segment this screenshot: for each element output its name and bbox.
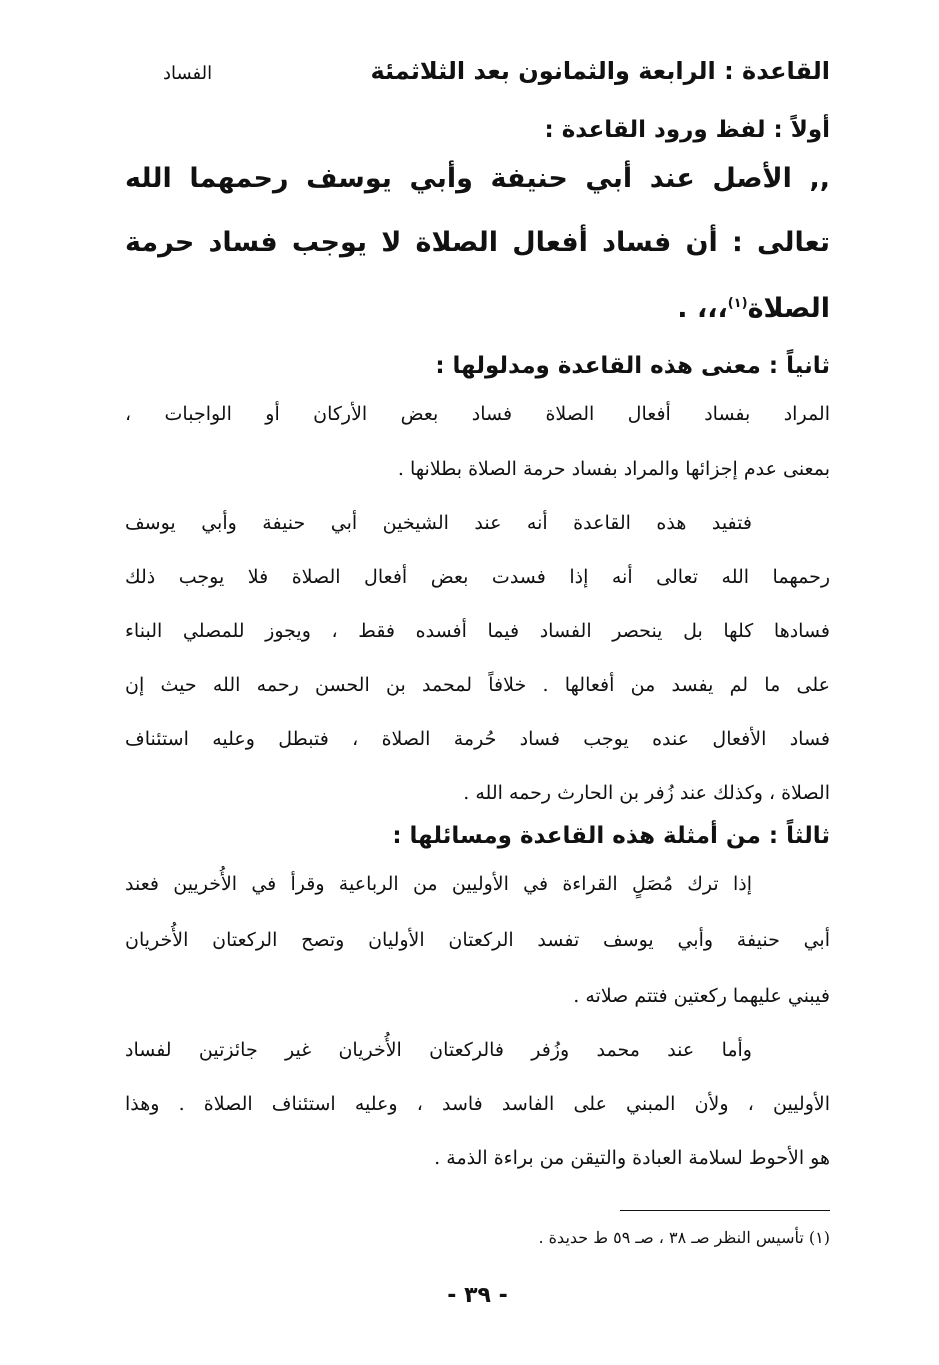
body-line: أبي حنيفة وأبي يوسف تفسد الركعتان الأوليان وتصح الركعتان الأُخريان xyxy=(125,929,830,951)
footnote-reference: (١) xyxy=(727,296,748,311)
body-line: فساد الأفعال عنده يوجب فساد حُرمة الصلاة ، فتبطل وعليه استئناف xyxy=(125,728,830,750)
quote-line-1: ,, الأصل عند أبي حنيفة وأبي يوسف رحمهما الله xyxy=(125,163,830,194)
body-line: على ما لم يفسد من أفعالها . خلافاً لمحمد بن الحسن رحمه الله حيث إن xyxy=(125,674,830,696)
quote-line-2: تعالى : أن فساد أفعال الصلاة لا يوجب فساد حرمة xyxy=(125,227,830,258)
quote-line-3 xyxy=(677,293,830,324)
footnote: (١) تأسيس النظر صـ ٣٨ ، صـ ٥٩ ط حديدة . xyxy=(538,1228,830,1247)
body-line: الصلاة ، وكذلك عند زُفر بن الحارث رحمه الله . xyxy=(463,782,830,804)
body-line: فيبني عليهما ركعتين فتتم صلاته . xyxy=(573,985,830,1007)
running-head: القاعدة : الرابعة والثمانون بعد الثلاثمئة xyxy=(370,57,830,85)
body-line: الأوليين ، ولأن المبني على الفاسد فاسد ، وعليه استئناف الصلاة . وهذا xyxy=(125,1093,830,1115)
section-heading-3: ثالثاً : من أمثلة هذه القاعدة ومسائلها : xyxy=(392,823,830,849)
document-page xyxy=(125,45,830,1325)
body-line: رحمهما الله تعالى أنه إذا فسدت بعض أفعال الصلاة فلا يوجب ذلك xyxy=(125,566,830,588)
page-number: - ٣٩ - xyxy=(447,1283,508,1308)
body-line: إذا ترك مُصَلٍ القراءة في الأوليين من الرباعية وقرأ في الأُخريين فعند xyxy=(125,873,752,895)
body-line: فتفيد هذه القاعدة أنه عند الشيخين أبي حنيفة وأبي يوسف xyxy=(125,512,752,534)
body-line: المراد بفساد أفعال الصلاة فساد بعض الأركان أو الواجبات ، xyxy=(125,403,830,425)
body-line: فسادها كلها بل ينحصر الفساد فيما أفسده فقط ، ويجوز للمصلي البناء xyxy=(125,620,830,642)
quote-line-3-text: الصلاة xyxy=(747,293,830,324)
quote-close: ،،، . xyxy=(677,293,728,324)
body-line: هو الأحوط لسلامة العبادة والتيقن من براءة الذمة . xyxy=(434,1147,830,1169)
body-line: بمعنى عدم إجزائها والمراد بفساد حرمة الصلاة بطلانها . xyxy=(397,458,830,480)
body-line: وأما عند محمد وزُفر فالركعتان الأُخريان غير جائزتين لفساد xyxy=(125,1039,752,1061)
footnote-divider xyxy=(620,1210,830,1211)
section-heading-2: ثانياً : معنى هذه القاعدة ومدلولها : xyxy=(435,353,830,379)
chapter-tag: الفساد xyxy=(163,63,213,84)
page-header xyxy=(125,57,830,97)
section-heading-1: أولاً : لفظ ورود القاعدة : xyxy=(544,117,830,143)
